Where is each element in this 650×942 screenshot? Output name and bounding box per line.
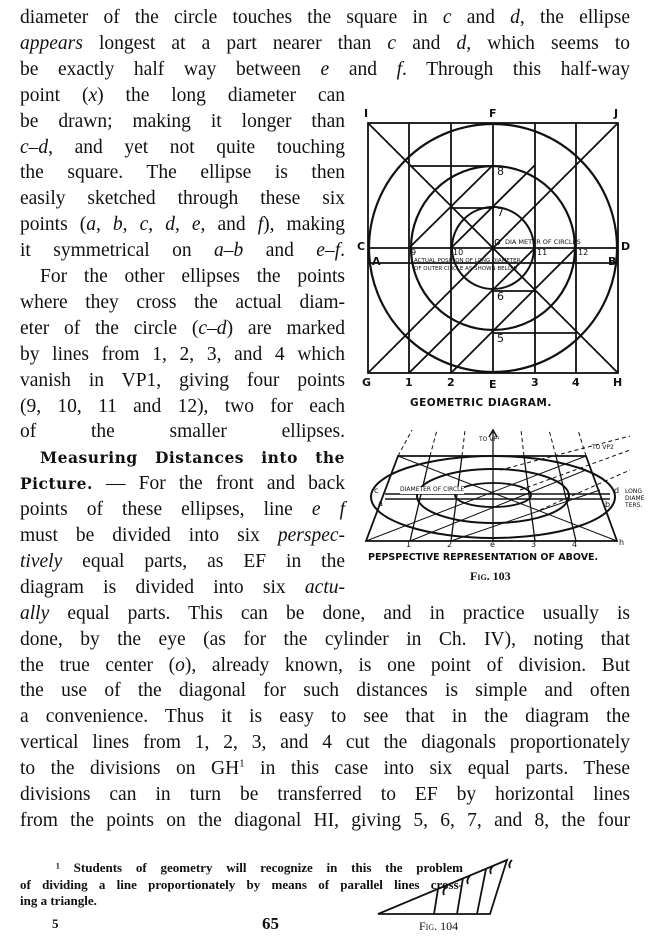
- label-p3: 3: [531, 540, 537, 549]
- text-segment: vanish in VP1, giving four points: [20, 369, 345, 391]
- label-H: H: [613, 376, 623, 389]
- page-number: 65: [262, 914, 279, 933]
- to-vp2-label: TO VP2: [592, 444, 614, 451]
- text-segment: 1: [239, 757, 245, 770]
- text-line: [20, 394, 345, 420]
- label-e: e: [490, 540, 495, 549]
- text-segment: x: [88, 84, 98, 106]
- text-segment: by lines from 1, 2, 3, and 4 which: [20, 343, 345, 365]
- text-segment: be exactly half way between: [20, 58, 321, 80]
- text-segment: tively: [20, 550, 63, 572]
- text-segment: , which seems to: [466, 32, 630, 54]
- text-line: [20, 445, 345, 471]
- long-diameter-label: ACTUAL POSITION OF LONG DIAMETER: [414, 258, 521, 264]
- text-segment: c: [442, 7, 452, 28]
- label-p4: 4: [572, 540, 578, 549]
- text-line: [20, 782, 630, 808]
- text-line: [20, 523, 345, 549]
- label-10: 10: [453, 248, 464, 257]
- figure-104-triangle: [370, 852, 515, 922]
- geometric-caption: GEOMETRIC DIAGRAM.: [410, 397, 552, 409]
- label-9: 9: [411, 248, 417, 257]
- text-segment: point (: [20, 84, 89, 106]
- text-segment: ,: [148, 214, 166, 236]
- text-line: [20, 730, 630, 756]
- label-C: C: [357, 240, 366, 253]
- text-segment: , and yet not quite touching: [48, 136, 345, 158]
- text-segment: — For the front and back: [92, 473, 345, 495]
- text-segment: c: [139, 214, 149, 236]
- text-segment: a–b: [214, 240, 244, 262]
- diameter-label: DIA METER OF CIRCLES: [505, 238, 581, 246]
- signature-mark: 5: [52, 916, 59, 931]
- label-p1: 1: [406, 540, 412, 549]
- text-segment: of the smaller ellipses.: [20, 421, 345, 443]
- text-segment: to the divisions on GH: [20, 758, 240, 780]
- text-segment: ) are marked: [226, 317, 345, 339]
- label-6: 6: [497, 290, 504, 303]
- text-line: [20, 238, 345, 264]
- text-segment: be drawn; making it longer than: [20, 110, 345, 132]
- text-segment: equal parts. This can be done, and in practice usually is: [49, 602, 630, 624]
- text-segment: and: [396, 32, 457, 54]
- text-segment: and: [329, 58, 397, 80]
- label-B: B: [608, 255, 617, 268]
- footnote-line: ing a triangle.: [20, 893, 97, 908]
- text-segment: ,: [174, 214, 192, 236]
- text-segment: Picture.: [20, 474, 93, 494]
- figure-103-label: Fig. 103: [470, 569, 511, 583]
- text-line: [20, 471, 345, 497]
- text-segment: and: [451, 7, 511, 28]
- label-4: 4: [572, 376, 580, 389]
- text-segment: a: [86, 214, 96, 236]
- text-segment: points of these ellipses, line: [20, 499, 312, 521]
- text-segment: ), making: [263, 214, 346, 236]
- text-segment: e: [191, 214, 201, 236]
- text-segment: eter of the circle (: [20, 317, 199, 339]
- text-segment: ), already known, is one point of division. But: [184, 654, 630, 676]
- text-segment: e f: [311, 499, 346, 521]
- label-5: 5: [497, 332, 504, 345]
- text-segment: o: [175, 654, 185, 676]
- to-vp1-label: TO VP¹: [479, 436, 500, 443]
- text-segment: equal parts, as EF in the: [62, 550, 345, 572]
- text-segment: longest at a part nearer than: [82, 32, 388, 54]
- text-segment: points (: [20, 214, 87, 236]
- text-segment: diagram is divided into six: [20, 576, 305, 598]
- long-diameter-label-2: OF OUTER CIRCLE AS SHOWN BELOW: [414, 266, 518, 272]
- text-segment: and: [243, 240, 317, 262]
- text-segment: . Through this half-way: [402, 58, 631, 80]
- text-segment: the square. The ellipse is then: [20, 162, 345, 184]
- label-h: h: [619, 538, 625, 547]
- text-line: [20, 756, 630, 782]
- text-segment: ) the long diameter can: [97, 84, 345, 106]
- text-line: [20, 160, 345, 186]
- text-line: [20, 5, 630, 31]
- perspective-caption: PEPSPECTIVE REPRESENTATION OF ABOVE.: [368, 552, 599, 563]
- text-segment: the use of the diagonal for such distances is simple and often: [20, 680, 630, 702]
- text-line: [20, 264, 345, 290]
- text-segment: in this case into six equal parts. These: [244, 758, 630, 780]
- label-7: 7: [497, 206, 504, 219]
- label-1: 1: [405, 376, 413, 389]
- text-segment: , the ellipse: [519, 7, 630, 28]
- text-segment: actu-: [304, 576, 345, 598]
- label-c: c: [374, 486, 379, 495]
- text-segment: divisions can in turn be transferred to EF by horizontal lines: [20, 784, 630, 805]
- text-line: [20, 627, 630, 653]
- label-o: o: [494, 235, 501, 248]
- text-segment: c–d: [198, 317, 227, 339]
- text-segment: e–f: [316, 240, 341, 262]
- text-segment: ,: [95, 214, 113, 236]
- text-line: [20, 290, 345, 316]
- label-E: E: [489, 378, 497, 391]
- text-line: [20, 601, 630, 627]
- text-line: [20, 186, 345, 212]
- text-segment: d: [456, 32, 467, 54]
- text-segment: done, by the eye (as for the cylinder in Ch. IV), noting that: [20, 628, 630, 650]
- text-segment: from the points on the diagonal HI, giving 5, 6, 7, and 8, the four: [20, 809, 630, 831]
- text-line: [20, 31, 630, 57]
- label-F: F: [489, 107, 497, 120]
- text-line: [20, 342, 345, 368]
- perspective-diameter-label: DIAMETER OF CIRCLE: [400, 486, 465, 493]
- label-D: D: [621, 240, 631, 253]
- text-line: [20, 653, 630, 679]
- text-segment: ally: [20, 602, 50, 624]
- text-segment: c–d: [20, 136, 49, 158]
- perspective-diagram: [360, 420, 645, 550]
- text-line: [20, 212, 345, 238]
- text-line: [20, 83, 345, 109]
- label-12: 12: [578, 248, 589, 257]
- text-line: [20, 575, 345, 601]
- text-line: [20, 419, 345, 445]
- text-line: [20, 57, 630, 83]
- label-a: a: [378, 499, 383, 508]
- text-line: [20, 135, 345, 161]
- text-line: [20, 678, 630, 704]
- text-segment: .: [340, 240, 345, 262]
- text-line: [20, 316, 345, 342]
- text-line: [20, 368, 345, 394]
- text-segment: perspec-: [277, 525, 345, 546]
- text-segment: a convenience. Thus it is easy to see that in the diagram the: [20, 706, 630, 728]
- label-G: G: [362, 376, 372, 389]
- text-segment: f: [257, 214, 264, 236]
- text-segment: e: [320, 58, 330, 80]
- label-I: I: [364, 107, 369, 120]
- text-line: [20, 704, 630, 730]
- text-segment: must be divided into six: [20, 525, 278, 546]
- label-p2: 2: [447, 540, 453, 549]
- text-segment: b: [112, 214, 123, 236]
- label-A: A: [372, 255, 381, 268]
- label-11: 11: [537, 248, 548, 257]
- long-diameters-label: LONG DIAME TERS.: [625, 488, 645, 509]
- label-3: 3: [531, 376, 539, 389]
- text-segment: easily sketched through these six: [20, 188, 345, 210]
- text-line: [20, 497, 345, 523]
- label-J: J: [614, 107, 619, 120]
- text-segment: d: [165, 214, 175, 236]
- text-line: [20, 808, 630, 834]
- label-b: b: [605, 500, 611, 509]
- text-segment: f: [396, 58, 403, 80]
- text-segment: For the other ellipses the points: [40, 266, 345, 287]
- text-segment: where they cross the actual diam-: [20, 291, 345, 313]
- text-segment: it symmetrical on: [20, 240, 215, 262]
- text-segment: ,: [122, 214, 140, 236]
- text-segment: appears: [20, 32, 83, 54]
- text-segment: the true center (: [20, 654, 176, 676]
- footnote-line: ¹ Students of geometry will recognize in this the problem: [56, 860, 463, 875]
- text-segment: , and: [200, 214, 258, 236]
- label-d: d: [614, 486, 620, 495]
- text-segment: c: [387, 32, 397, 54]
- text-segment: Measuring Distances into the: [40, 448, 345, 468]
- text-segment: (9, 10, 11 and 12), two for each: [20, 395, 345, 417]
- text-segment: d: [510, 7, 520, 28]
- label-8: 8: [497, 165, 504, 178]
- text-line: [20, 109, 345, 135]
- text-segment: diameter of the circle touches the square in: [20, 7, 443, 28]
- footnote-line: of dividing a line proportionately by means of parallel lines cross-: [20, 876, 463, 892]
- label-2: 2: [447, 376, 455, 389]
- text-segment: vertical lines from 1, 2, 3, and 4 cut the diagonals proportionately: [20, 732, 630, 754]
- figure-104-label: Fig. 104: [419, 919, 459, 933]
- text-line: [20, 549, 345, 575]
